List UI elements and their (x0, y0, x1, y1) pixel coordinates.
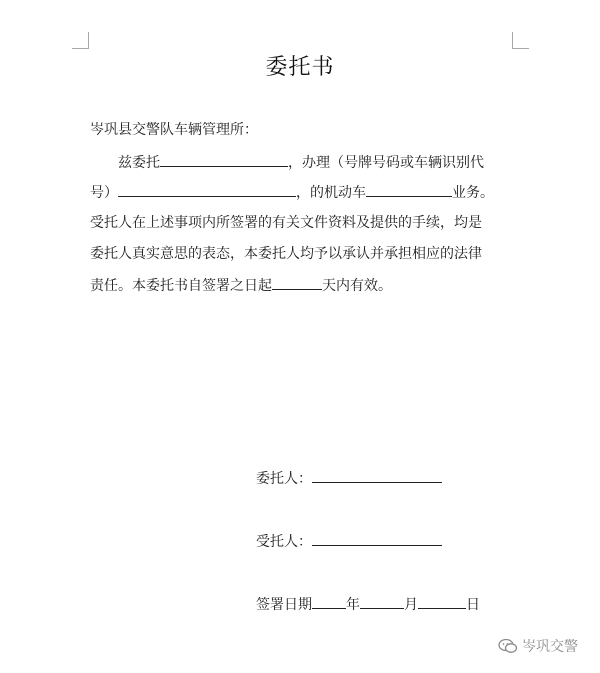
day-blank[interactable] (418, 594, 466, 609)
addressee-line: 岑巩县交警队车辆管理所： (90, 122, 258, 138)
body-line-3 (90, 182, 494, 203)
year-blank[interactable] (312, 594, 346, 609)
business-type-blank[interactable] (366, 182, 452, 197)
signing-date-row (256, 594, 480, 615)
document-title: 委托书 (265, 55, 335, 80)
body-line-4: 受托人在上述事项内所签署的有关文件资料及提供的手续，均是 (90, 215, 482, 231)
year-label: 年 (346, 597, 360, 613)
handle-label: ，办理（号牌号码或车辆识别代 (288, 155, 484, 171)
wechat-bubble-icon (498, 638, 518, 654)
validity-suffix: 天内有效。 (322, 278, 392, 294)
validity-days-blank[interactable] (272, 275, 322, 290)
body-line-5: 委托人真实意思的表态，本委托人均予以承认并承担相应的法律 (90, 246, 482, 262)
validity-prefix: 责任。本委托书自签署之日起 (90, 278, 272, 294)
agent-signature-row (256, 531, 442, 552)
principal-signature-blank[interactable] (312, 468, 442, 483)
month-label: 月 (404, 597, 418, 613)
crop-mark-top-left (72, 32, 89, 49)
principal-signature-row (256, 468, 442, 489)
vehicle-label: ，的机动车 (296, 185, 366, 201)
agent-label: 受托人： (256, 534, 312, 550)
day-label: 日 (466, 597, 480, 613)
agent-signature-blank[interactable] (312, 531, 442, 546)
agent-name-blank[interactable] (160, 152, 288, 167)
principal-label: 委托人： (256, 471, 312, 487)
crop-mark-top-right (512, 32, 529, 49)
watermark (498, 636, 578, 656)
body-line-6 (90, 275, 392, 296)
plate-label-end: 号） (90, 185, 118, 201)
business-label: 业务。 (452, 185, 494, 201)
watermark-text: 岑巩交警 (522, 639, 578, 655)
date-label: 签署日期 (256, 597, 312, 613)
body-line-2 (118, 152, 484, 173)
entrust-label: 兹委托 (118, 155, 160, 171)
month-blank[interactable] (360, 594, 404, 609)
plate-number-blank[interactable] (118, 182, 296, 197)
